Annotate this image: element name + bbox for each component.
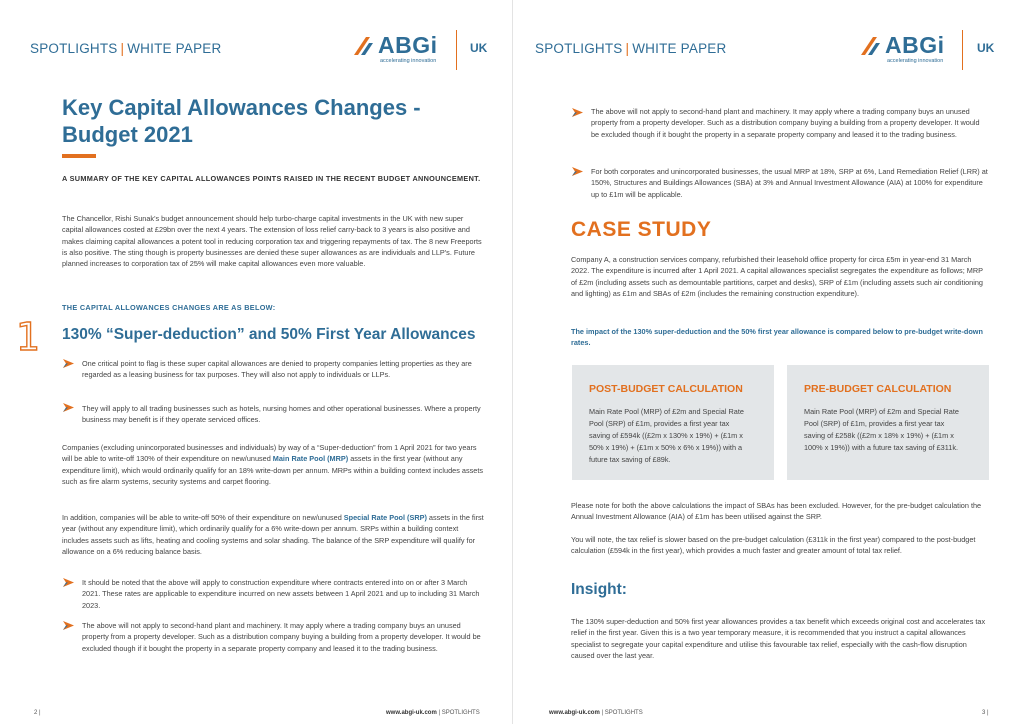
srp-term: Special Rate Pool (SRP) [343,513,427,522]
title-underline [62,154,96,158]
lede: A SUMMARY OF THE KEY CAPITAL ALLOWANCES POINTS RAISED IN THE RECENT BUDGET ANNOUNCEMENT. [62,174,481,183]
header-spotlights: SPOTLIGHTS [535,41,623,56]
header-white-paper: WHITE PAPER [632,41,727,56]
logo-wordmark: ABGi [885,32,945,58]
pre-budget-box [787,365,989,480]
logo-tagline: accelerating innovation [380,58,437,64]
bullet-arrow-icon [62,358,75,369]
bullet-item: The above will not apply to second-hand plant and machinery. It may apply where a trading company buys an unused property from a property developer. Such as a distribution company buying a building from a property developer. It would be excluded though if it bought the property in a separate property company and leased it to the trading business. [591,107,980,139]
insight-text: The 130% super-deduction and 50% first year allowances provides a tax benefit which exceeds original cost and accelerates tax relief in the first year. Given this is a two year temporary measure, it is recommended that you instruct a capital allowances specialist to segregate your capital expenditure and utilise this favourable tax relief, especially with the cash-flow disruption caused over the last year. [571,617,986,660]
mrp-text-cont: assets in the first year (without any expenditure limit), which would ordinarily qualify for an 18% write-down per annum. MRPs within a building context includes assets such as fire alarm systems, security systems and carpet flooring. [62,454,483,486]
header-separator: | [625,41,630,56]
logo-tagline: accelerating innovation [887,58,944,64]
header-title [535,41,726,56]
footer-label: SPOTLIGHTS [441,710,480,716]
pre-budget-text: Main Rate Pool (MRP) of £2m and Special Rate Pool (SRP) of £1m, provides a first year tax saving of £258k ((£2m x 18% x 19%) + (£1m x 100% x 19%)) with a future tax saving of £311k. [804,407,959,452]
post-budget-text: Main Rate Pool (MRP) of £2m and Special Rate Pool (SRP) of £1m, provides a first year tax saving of £594k ((£2m x 130% x 19%) + (£1m x 50% x 19%) + (£1m x 50% x 6% x 19%)) with a future tax saving of £89k. [589,407,744,464]
country-label: UK [977,41,995,55]
bullet-item: The above will not apply to second-hand plant and machinery. It may apply where a trading company buys an unused property from a property developer. Such as a distribution company buying a building from a property developer. It would be excluded though if it bought the property in a separate property company and leased it to the trading business. [82,621,481,653]
changes-heading: THE CAPITAL ALLOWANCES CHANGES ARE AS BELOW: [62,303,276,312]
post-budget-box [572,365,774,480]
mrp-text: Companies (excluding unincorporated businesses and individuals) by way of a “Super-deduction” from 1 April 2021 for two years will be able to write-off 130% of their expenditure on new/unused [62,443,477,464]
page-title: Key Capital Allowances Changes - Budget 2021 [62,95,421,147]
bullet-item: It should be noted that the above will apply to construction expenditure where contracts entered into on or after 3 March 2021. These rates are applicable to expenditure incurred on new assets between 1 April 2021 and up to including 31 March 2023. [82,578,480,610]
case-study-title: CASE STUDY [571,218,712,241]
abgi-arrow-icon [859,35,885,57]
country-label: UK [470,41,488,55]
insight-title: Insight: [571,581,627,598]
abgi-logo [352,33,444,67]
impact-text: The impact of the 130% super-deduction and the 50% first year allowance is compared below to pre-budget write-down rates. [571,327,983,348]
header-divider [456,30,457,70]
header-title [30,41,221,56]
bullet-arrow-icon [62,620,75,631]
header-divider [962,30,963,70]
logo-wordmark: ABGi [378,32,438,58]
footer-url: www.abgi-uk.com | SPOTLIGHTS [386,710,480,716]
footer-url: www.abgi-uk.com | SPOTLIGHTS [549,710,643,716]
section-number: 1 [16,315,41,359]
srp-text: In addition, companies will be able to write-off 50% of their expenditure on new/unused [62,513,344,522]
header-spotlights: SPOTLIGHTS [30,41,118,56]
page-number: 2 [34,710,38,716]
header-separator: | [120,41,125,56]
bullet-item: One critical point to flag is these super capital allowances are denied to property companies letting properties as they are regarded as a leasing business for tax purposes. They will also not apply to individuals or LLPs. [82,359,472,380]
footer-label: SPOTLIGHTS [604,710,643,716]
section-title: 130% “Super-deduction” and 50% First Year Allowances [62,326,476,343]
pre-budget-title: PRE-BUDGET CALCULATION [804,383,952,395]
bullet-arrow-icon [62,402,75,413]
bullet-arrow-icon [62,577,75,588]
footer-page-number: 2 | [34,710,41,716]
bullet-arrow-icon [571,166,584,177]
post-budget-title: POST-BUDGET CALCULATION [589,383,743,395]
bullet-item: They will apply to all trading businesses such as hotels, nursing homes and other operational businesses. Where a property business may benefit is if they operate serviced offices. [82,404,481,425]
case-study-text: Company A, a construction services company, refurbished their leasehold office property for circa £5m in year-end 31 March 2022. The expenditure is incurred after 1 April 2021. A capital allowances specialist segregates the expenditure as follows; MRP of £2m (including assets such as demountable partitions, carpet and desks), SRP of £1m (including assets such air conditioning and lighting) as £1m and SBAs of £2m (includes the remaining construction expenditure). [571,255,983,298]
note-paragraph: Please note for both the above calculations the impact of SBAs has been excluded. However, for the pre-budget calculation the Annual Investment Allowance (AIA) of £1m has been utilised against the SRP. [571,501,982,522]
page-number: 3 [982,710,986,716]
mrp-term: Main Rate Pool (MRP) [272,454,349,464]
mrp-paragraph [62,442,484,487]
bullet-item: For both corporates and unincorporated businesses, the usual MRP at 18%, SRP at 6%, Land Remediation Relief (LRR) at 150%, Structures and Buildings Allowances (SBA) at 3% and Annual Investment Allowance (AIA) at 100% for expenditure up to £1m will be applicable. [591,167,988,199]
abgi-logo [859,33,951,67]
footer-link[interactable]: www.abgi-uk.com [386,710,437,716]
bullet-arrow-icon [571,107,584,118]
srp-text-cont: assets in the first year (without any expenditure limit), which ordinarily qualify for a 6% write-down per annum. SRPs within a building context includes assets such as lifts, heating and cooling systems and solar shading. The balance of the SRP expenditure will qualify for allowance on a 6% reducing balance basis. [62,513,484,556]
abgi-arrow-icon [352,35,378,57]
footer-link[interactable]: www.abgi-uk.com [549,710,600,716]
footer-page-number: 3 | [982,710,989,716]
srp-paragraph [62,512,484,557]
comparison-paragraph: You will note, the tax relief is slower based on the pre-budget calculation (£311k in the first year) compared to the post-budget calculation (£594k in the first year), which provides a much faster and greater amount of total tax relief. [571,535,976,556]
header-white-paper: WHITE PAPER [127,41,222,56]
intro-paragraph: The Chancellor, Rishi Sunak's budget announcement should help turbo-charge capital investments in the UK with new super capital allowances costed at £29bn over the next 4 years. The extension of loss relief carry-back to 3 years is also positive and makes claiming capital allowances a potent tool in reducing corporation tax and triggering repayments of tax. The 8 new Freeports is also positive. The sting though is property businesses are denied these super allowances as are individuals and LLP's. Future planned increases to corporation tax of 25% will make capital allowances even more valuable. [62,214,482,269]
